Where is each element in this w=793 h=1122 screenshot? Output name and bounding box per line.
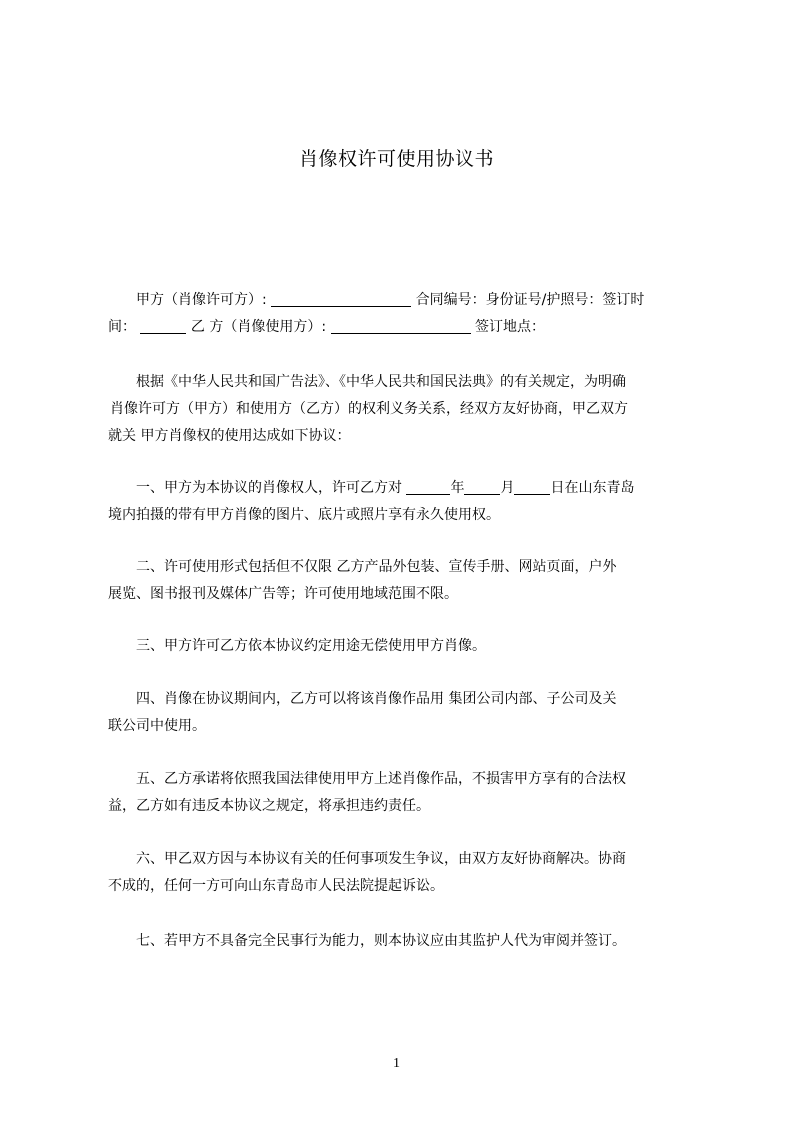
clause-5-line-2: 益，乙方如有违反本协议之规定，将承担违约责任。 — [108, 798, 430, 814]
party-b-label: 乙 方（肖像使用方）: — [190, 319, 327, 335]
preamble-line-3: 就关 甲方肖像权的使用达成如下协议： — [108, 428, 351, 444]
time-label: 间： — [108, 319, 136, 335]
party-b-line — [108, 314, 698, 341]
day-label: 日在山东青岛 — [550, 480, 635, 496]
clause-1-text: 一、甲方为本协议的肖像权人，许可乙方对 — [136, 480, 402, 496]
month-blank[interactable] — [464, 479, 500, 495]
year-label: 年 — [450, 480, 465, 496]
contract-no-label: 合同编号：身份证号/护照号：签订时 — [415, 292, 645, 308]
clause-2 — [108, 554, 698, 608]
sign-place-label: 签订地点： — [474, 319, 545, 335]
clause-1-line-2: 境内拍摄的带有甲方肖像的图片、底片或照片享有永久使用权。 — [108, 507, 500, 523]
clause-2-line-1: 二、许可使用形式包括但不仅限 乙方产品外包装、宣传手册、网站页面，户外 — [136, 559, 617, 575]
clause-1-line-1 — [108, 475, 698, 502]
preamble-line-1: 根据《中华人民共和国广告法》、《中华人民共和国民法典》的有关规定，为明确 — [136, 374, 626, 390]
clause-6-line-2: 不成的，任何一方可向山东青岛市人民法院提起诉讼。 — [108, 878, 444, 894]
page-number: 1 — [393, 1056, 400, 1071]
clause-3 — [108, 633, 698, 660]
clause-6 — [108, 846, 698, 900]
clause-3-line-1: 三、甲方许可乙方依本协议约定用途无偿使用甲方肖像。 — [136, 638, 486, 654]
clause-5-line-1: 五、乙方承诺将依照我国法律使用甲方上述肖像作品，不损害甲方享有的合法权 — [136, 771, 626, 787]
preamble-line-2: 肖像许可方（甲方）和使用方（乙方）的权利义务关系，经双方友好协商，甲乙双方 — [110, 401, 628, 417]
party-a-blank[interactable] — [271, 291, 411, 307]
party-b-blank[interactable] — [331, 318, 471, 334]
clause-6-line-1: 六、甲乙双方因与本协议有关的任何事项发生争议，由双方友好协商解决。协商 — [136, 851, 626, 867]
clause-7 — [108, 928, 698, 955]
year-blank[interactable] — [406, 479, 450, 495]
party-a-label: 甲方（肖像许可方）: — [136, 292, 267, 308]
clause-4 — [108, 686, 698, 740]
clause-4-line-2: 联公司中使用。 — [108, 718, 206, 734]
clause-7-line-1: 七、若甲方不具备完全民事行为能力，则本协议应由其监护人代为审阅并签订。 — [136, 933, 626, 949]
parties-block — [108, 287, 698, 341]
document-title: 肖像权许可使用协议书 — [298, 148, 494, 170]
preamble — [108, 369, 698, 450]
clause-1 — [108, 475, 698, 529]
party-a-line — [108, 287, 698, 314]
clause-4-line-1: 四、肖像在协议期间内，乙方可以将该肖像作品用 集团公司内部、子公司及关 — [136, 691, 617, 707]
clause-5 — [108, 766, 698, 820]
clause-2-line-2: 展览、图书报刊及媒体广告等；许可使用地域范围不限。 — [108, 586, 458, 602]
sign-time-blank[interactable] — [140, 318, 186, 334]
day-blank[interactable] — [514, 479, 550, 495]
month-label: 月 — [500, 480, 515, 496]
